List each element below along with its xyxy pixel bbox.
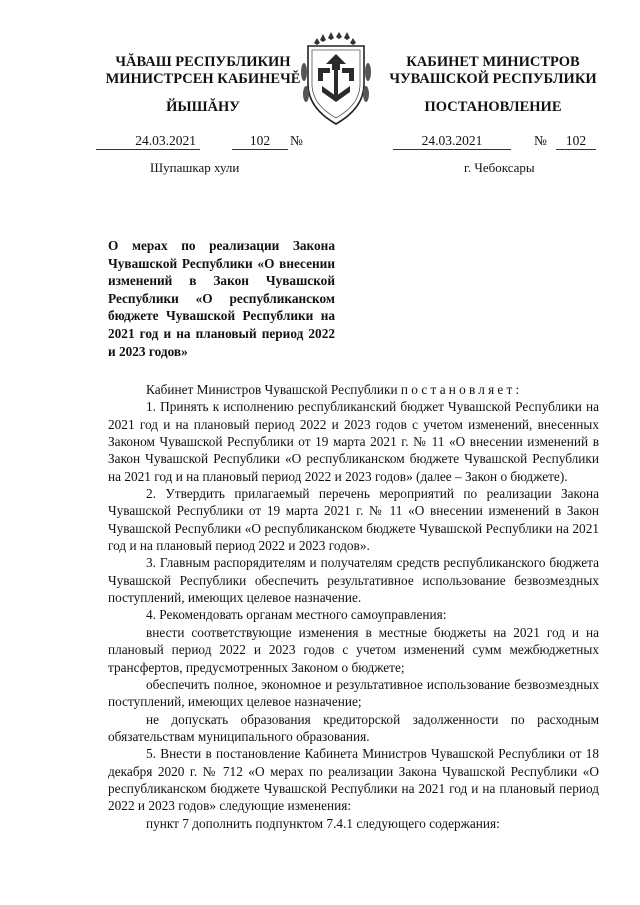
paragraph-5: 5. Внести в постановление Кабинета Министров Чувашской Республики от 18 декабря 2020 г. № 712 «О мерах по реализации Закона Чувашской Республики «О республиканском бюджете Чувашской Республики на 2021 год и на плановый период 2022 и 2023 годов» следующие изменения: [108, 746, 599, 814]
intro-paragraph [108, 381, 599, 398]
coat-of-arms-icon [294, 32, 378, 130]
right-number-sign: № [534, 133, 547, 148]
coat-of-arms-emblem [294, 32, 378, 130]
paragraph-2: 2. Утвердить прилагаемый перечень мероприятий по реализации Закона Чувашской Республики от 19 марта 2021 г. № 11 «О внесении изменений в Закон Чувашской Республики «О республиканском бюджете Чувашской Республики на 2021 год и на плановый период 2022 и 2023 годов». [108, 486, 599, 554]
left-org-line2: МИНИСТРСЕН КАБИНЕЧĔ [105, 71, 301, 87]
intro-verb: постановляет: [400, 382, 523, 397]
left-doc-type: ЙЫШĂНУ [166, 99, 240, 115]
right-header [380, 54, 606, 88]
paragraph-4b: обеспечить полное, экономное и результативное использование безвозмездных поступлений, имеющих целевое назначение; [108, 676, 599, 710]
right-doc-type: ПОСТАНОВЛЕНИЕ [424, 99, 562, 115]
right-org-line1: КАБИНЕТ МИНИСТРОВ [406, 54, 580, 70]
right-city: г. Чебоксары [464, 160, 535, 175]
right-org-line2: ЧУВАШСКОЙ РЕСПУБЛИКИ [389, 71, 597, 87]
left-number-sign: № [290, 133, 303, 148]
right-number-field: 102 [556, 133, 596, 150]
right-date-field: 24.03.2021 [393, 133, 511, 150]
left-org-line1: ЧĂВАШ РЕСПУБЛИКИН [115, 54, 291, 70]
paragraph-4c: не допускать образования кредиторской задолженности по расходным обязательствам муниципального образования. [108, 711, 599, 744]
left-city: Шупашкар хули [150, 160, 240, 175]
document-subject: О мерах по реализации Закона Чувашской Республики «О внесении изменений в Закон Чувашской Республики «О республиканском бюджете Чувашской Республики на 2021 год и на плановый период 2022 и 2023 годов» [108, 238, 335, 359]
left-number-field: 102 [232, 133, 288, 150]
intro-lead: Кабинет Министров Чувашской Республики [146, 382, 401, 397]
paragraph-1: 1. Принять к исполнению республиканский бюджет Чувашской Республики на 2021 год и на плановый период 2022 и 2023 годов с учетом изменений, внесенных Законом Чувашской Республики от 19 марта 2021 г. № 11 «О внесении изменений в Закон Чувашской Республики «О республиканском бюджете Чувашской Республики на 2021 год и на плановый период 2022 и 2023 годов» (далее – Закон о бюджете). [108, 399, 599, 484]
paragraph-3: 3. Главным распорядителям и получателям средств республиканского бюджета Чувашской Республики обеспечить результативное использование безвозмездных поступлений, имеющих целевое назначение. [108, 555, 599, 606]
left-date-field: 24.03.2021 [96, 133, 200, 150]
paragraph-4a: внести соответствующие изменения в местные бюджеты на 2021 год и на плановый период 2022 и 2023 годов с учетом изменений сумм межбюджетных трансфертов, предусмотренных Законом о бюджете; [108, 624, 599, 675]
left-header [98, 54, 308, 88]
paragraph-4: 4. Рекомендовать органам местного самоуправления: [146, 607, 447, 623]
document-body [108, 381, 599, 832]
paragraph-5a: пункт 7 дополнить подпунктом 7.4.1 следующего содержания: [146, 815, 500, 831]
